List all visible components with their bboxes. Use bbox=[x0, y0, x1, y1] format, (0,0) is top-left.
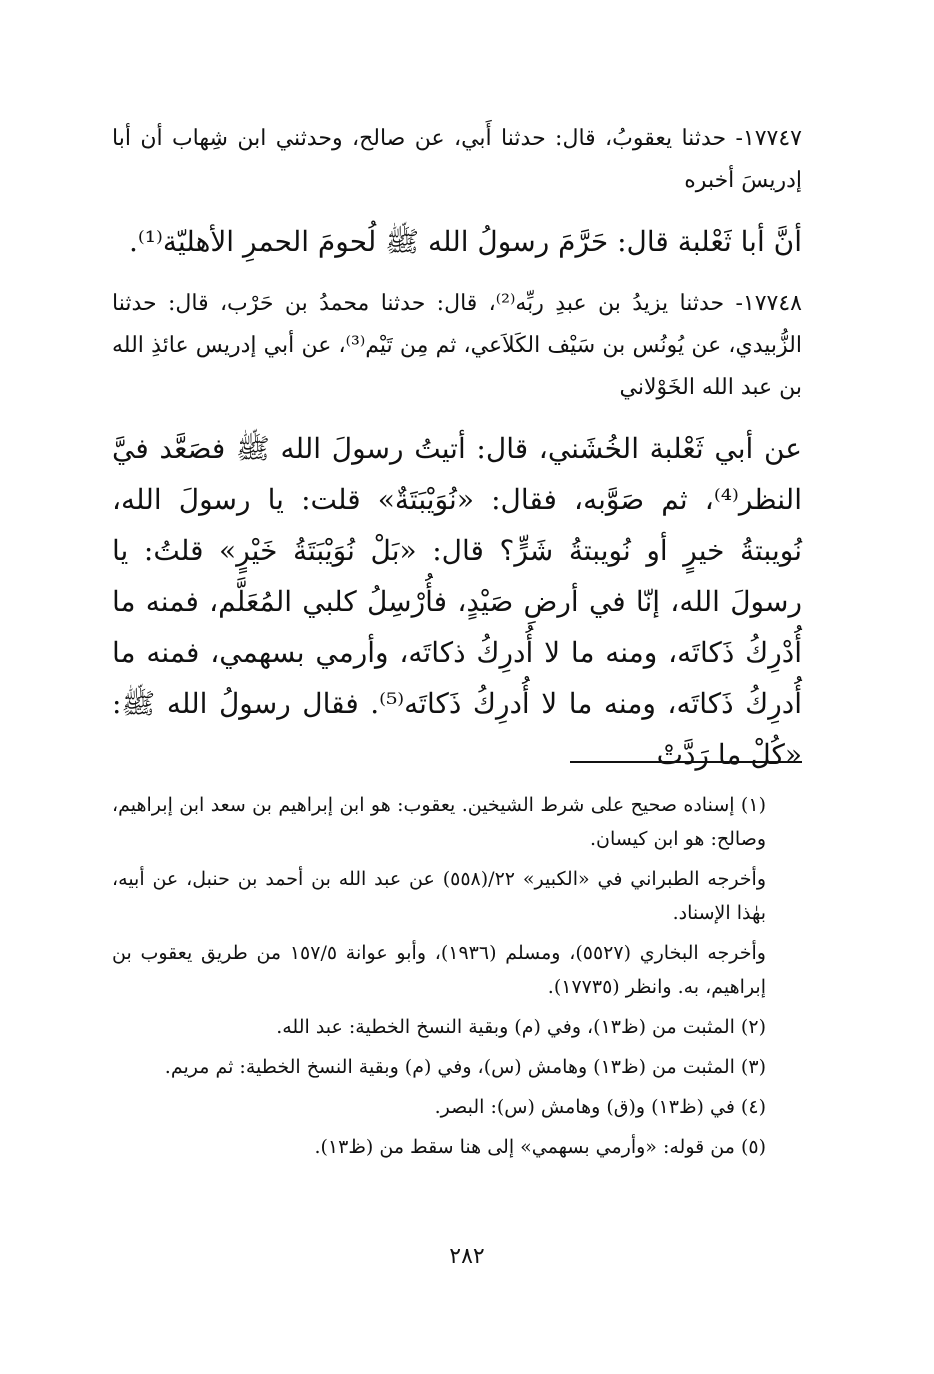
footnotes bbox=[112, 788, 802, 1170]
hadith-17748-isnad: ١٧٧٤٨- حدثنا يزيدُ بن عبدِ ربِّه⁽²⁾، قال: حدثنا محمدُ بن حَرْب، قال: حدثنا الزُّبيدي، عن يُونُس بن سَيْف الكَلاَعي، ثم مِن تَيْم⁽³⁾، عن أبي إدريس عائذِ الله بن عبد الله الخَوْلاني bbox=[112, 291, 803, 400]
footnote-2: (٢) المثبت من (ظ١٣)، وفي (م) وبقية النسخ الخطية: عبد الله. bbox=[276, 1016, 766, 1038]
footnote-1: (١) إسناده صحيح على شرط الشيخين. يعقوب: هو ابن إبراهيم بن سعد ابن إبراهيم، وصالح: هو ابن كيسان. bbox=[112, 794, 766, 850]
page-number: ٢٨٢ bbox=[449, 1244, 485, 1269]
footnote-3: (٣) المثبت من (ظ١٣) وهامش (س)، وفي (م) وبقية النسخ الخطية: ثم مريم. bbox=[164, 1056, 766, 1078]
hadith-17747-isnad: ١٧٧٤٧- حدثنا يعقوبُ، قال: حدثنا أَبي، عن صالح، وحدثني ابن شِهاب أن أبا إدريسَ أخبره bbox=[112, 126, 802, 193]
hadith-17748-matn: عن أبي ثَعْلبة الخُشَني، قال: أتيتُ رسولَ الله ﷺ فصَعَّد فيَّ النظر⁽⁴⁾، ثم صَوَّبه، فقال: «نُوَيْبَتَةٌ» قلت: يا رسولَ الله، نُويبتةُ خيرٍ أو نُويبتةُ شَرٍّ؟ قال: «بَلْ نُوَيْبَتَةُ خَيْرٍ» قلتُ: يا رسولَ الله، إنّا في أرضِ صَيْدٍ، فأُرْسِلُ كلبي المُعَلَّم، فمنه ما أُدْرِكُ ذَكاتَه، ومنه ما لا أُدرِكُ ذكاتَه، وأرمي بسهمي، فمنه ما أُدرِكُ ذَكاتَه، ومنه ما لا أُدرِكُ ذَكاتَه⁽⁵⁾. فقال رسولُ الله ﷺ: «كُلْ ما رَدَّتْ bbox=[112, 432, 802, 771]
footnote-1-cont-a: وأخرجه الطبراني في «الكبير» ٢٢/(٥٥٨) عن عبد الله بن أحمد بن حنبل، عن أبيه، بهٰذا الإسناد. bbox=[112, 868, 767, 924]
footnote-4: (٤) في (ظ١٣) و(ق) وهامش (س): البصر. bbox=[434, 1096, 766, 1118]
main-text bbox=[112, 118, 802, 796]
hadith-17747-matn: أنَّ أبا ثَعْلبة قال: حَرَّمَ رسولُ الله ﷺ لُحومَ الحمرِ الأهليّة⁽¹⁾. bbox=[128, 225, 802, 258]
footnote-1-cont-b: وأخرجه البخاري (٥٥٢٧)، ومسلم (١٩٣٦)، وأبو عوانة ١٥٧/٥ من طريق يعقوب بن إبراهيم، به. وانظر (١٧٧٣٥). bbox=[112, 942, 766, 998]
footnote-5: (٥) من قوله: «وأرمي بسهمي» إلى هنا سقط من (ظ١٣). bbox=[314, 1136, 766, 1158]
footnote-divider bbox=[570, 761, 802, 763]
